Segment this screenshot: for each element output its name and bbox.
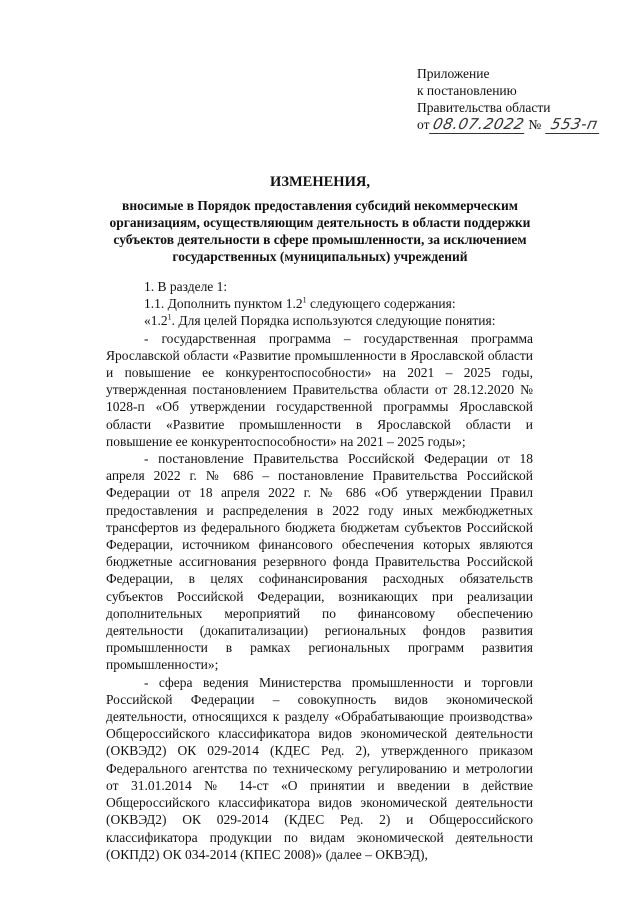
paragraph-1-2-1-text: «1.2 — [144, 313, 168, 329]
title-subtitle-line: организациям, осуществляющим деятельность в области поддержки — [109, 215, 531, 230]
document-body — [106, 278, 533, 863]
paragraph-1-2-1-tail: . Для целей Порядка используются следующие понятия: — [171, 313, 496, 329]
paragraph-1-1-tail: следующего содержания: — [306, 296, 456, 312]
document-title — [108, 174, 532, 265]
header-line-appendix: Приложение — [417, 66, 490, 81]
superscript: 1 — [167, 312, 172, 322]
paragraph-1-2-1 — [106, 312, 533, 329]
header-date-number-row — [417, 116, 604, 134]
paragraph-1-1-text: 1.1. Дополнить пунктом 1.2 — [144, 296, 303, 312]
header-line-decree: к постановлению — [417, 83, 517, 98]
paragraph-section-1: 1. В разделе 1: — [144, 279, 228, 294]
paragraph-1-1 — [106, 295, 533, 312]
number-sign: № — [528, 117, 542, 132]
handwritten-number: 553-п — [545, 116, 603, 134]
definition-government-decree: - постановление Правительства Российской Федерации от 18 апреля 2022 г. № 686 – постановление Правительства Российской Федерации от 18 апреля 2022 г. № 686 «Об утверждении Правил предоставления и распределения в 2022 году иных межбюджетных трансфертов из федерального бюджета бюджетам субъектов Российской Федерации, источником финансового обеспечения которых являются бюджетные ассигнования резервного фонда Правительства Российской Федерации, в целях софинансирования расходных обязательств субъектов Российской Федерации, возникающих при реализации дополнительных мероприятий по финансовому обеспечению деятельности (докапитализации) региональных фондов развития промышленности в рамках региональных программ развития промышленности»; — [106, 451, 533, 673]
header-line-government: Правительства области — [417, 100, 551, 115]
title-subtitle-line: государственных (муниципальных) учреждений — [172, 249, 468, 264]
title-heading: ИЗМЕНЕНИЯ, — [270, 174, 370, 190]
appendix-header — [417, 65, 604, 134]
title-subtitle-line: субъектов деятельности в сфере промышленности, за исключением — [113, 232, 527, 247]
handwritten-date: 08.07.2022 — [430, 116, 529, 134]
title-subtitle-line: вносимые в Порядок предоставления субсидий некоммерческим — [122, 198, 518, 213]
from-prefix: от — [417, 117, 430, 132]
superscript: 1 — [302, 295, 307, 305]
definition-ministry-scope: - сфера ведения Министерства промышленности и торговли Российской Федерации – совокупность видов экономической деятельности, относящихся к разделу «Обрабатывающие производства» Общероссийского классификатора видов экономической деятельности (ОКВЭД2) ОК 029-2014 (КДЕС Ред. 2), утвержденного приказом Федерального агентства по техническому регулированию и метрологии от 31.01.2014 № 14-ст «О принятии и введении в действие Общероссийского классификатора видов экономической деятельности (ОКВЭД2) ОК 029-2014 (КДЕС Ред. 2) и Общероссийского классификатора продукции по видам экономической деятельности (ОКПД2) ОК 034-2014 (КПЕС 2008)» (далее – ОКВЭД), — [106, 674, 533, 862]
definition-state-program: - государственная программа – государственная программа Ярославской области «Развитие промышленности в Ярославской области и повышение ее конкурентоспособности» на 2021 – 2025 годы, утвержденная постановлением Правительства области от 28.12.2020 № 1028-п «Об утверждении государственной программы Ярославской области «Развитие промышленности в Ярославской области и повышение ее конкурентоспособности» на 2021 – 2025 годы»; — [106, 330, 533, 449]
